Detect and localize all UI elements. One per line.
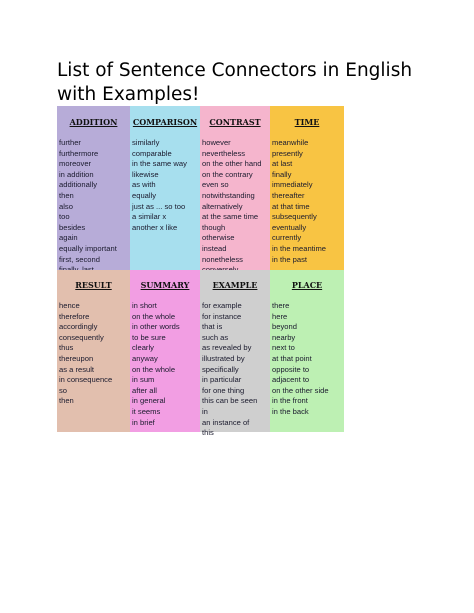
connector-item: after all (132, 385, 157, 395)
connector-item: for instance (202, 311, 242, 321)
connector-list (202, 138, 270, 276)
connector-item: presently (272, 148, 303, 158)
connector-item: in general (132, 396, 166, 406)
connector-item: next to (272, 343, 295, 353)
connector-item: also (59, 201, 73, 211)
connector-item: nearby (272, 332, 296, 342)
connector-item: clearly (132, 343, 154, 353)
category-heading: TIME (294, 117, 320, 127)
connector-item: eventually (272, 222, 307, 232)
connector-item: nonetheless (202, 254, 243, 264)
connector-item: this can be seen (202, 396, 258, 406)
connector-item: as with (132, 180, 156, 190)
connector-item: again (59, 233, 78, 243)
category-cell-time (270, 106, 344, 270)
connector-list (132, 138, 200, 233)
category-heading: SUMMARY (140, 280, 190, 290)
connector-item: too (59, 212, 70, 222)
connector-item: there (272, 301, 290, 310)
connector-item: that is (202, 322, 223, 332)
connector-item: in short (132, 301, 157, 310)
connector-item: equally (132, 190, 157, 200)
connector-item: thus (59, 343, 74, 353)
category-cell-place (270, 270, 344, 432)
connector-item: a similar x (132, 212, 167, 222)
connector-item: so (59, 385, 68, 395)
connector-item: in particular (202, 375, 242, 385)
connector-item: finally (272, 169, 292, 179)
connector-item: at last (272, 159, 293, 169)
connector-item: further (59, 138, 81, 147)
category-cell-summary (130, 270, 200, 432)
connector-item: thereafter (272, 190, 305, 200)
connector-item: comparable (132, 148, 172, 158)
connector-item: here (272, 311, 288, 321)
connector-item: additionally (59, 180, 97, 190)
connector-item: immediately (272, 180, 313, 190)
connector-item: in (202, 406, 208, 416)
connector-item: nevertheless (202, 148, 246, 158)
connector-item: on the other hand (202, 159, 262, 169)
connector-item: on the other side (272, 385, 329, 395)
connector-item: in brief (132, 417, 155, 427)
connector-item: in addition (59, 169, 94, 179)
connectors-chart (57, 106, 344, 438)
connector-item: similarly (132, 138, 160, 147)
category-heading: COMPARISON (132, 117, 198, 127)
connector-item: alternatively (202, 201, 243, 211)
connector-item: then (59, 396, 74, 406)
category-heading: RESULT (75, 280, 112, 290)
connector-list (202, 301, 270, 439)
connector-item: instead (202, 243, 227, 253)
connector-item: moreover (59, 159, 92, 169)
category-cell-example (200, 270, 270, 438)
category-cell-addition (57, 106, 130, 270)
connector-item: specifically (202, 364, 239, 374)
connector-item: adjacent to (272, 375, 310, 385)
connector-item: notwithstanding (202, 190, 255, 200)
connector-item: this (202, 428, 214, 438)
connector-item: equally important (59, 243, 117, 253)
connector-item: in other words (132, 322, 180, 332)
connector-item: in consequence (59, 375, 113, 385)
category-cell-comparison (130, 106, 200, 270)
connector-item: in sum (132, 375, 155, 385)
page-title: List of Sentence Connectors in English with Examples! (57, 60, 413, 105)
category-heading: EXAMPLE (212, 280, 258, 290)
connector-item: for one thing (202, 385, 245, 395)
connector-item: in the same way (132, 159, 187, 169)
connector-list (59, 138, 130, 276)
connector-list (132, 301, 200, 428)
connector-item: opposite to (272, 364, 310, 374)
connector-item: hence (59, 301, 80, 310)
category-heading: ADDITION (69, 117, 118, 127)
connector-item: likewise (132, 169, 159, 179)
connector-item: beyond (272, 322, 297, 332)
connector-item: in the meantime (272, 243, 327, 253)
connector-list (272, 301, 344, 418)
connector-item: to be sure (132, 332, 166, 342)
connector-item: anyway (132, 353, 158, 363)
connector-item: then (59, 190, 74, 200)
connector-item: furthermore (59, 148, 99, 158)
connector-item: on the whole (132, 311, 176, 321)
connector-list (59, 301, 130, 407)
connector-item: accordingly (59, 322, 98, 332)
connector-item: as a result (59, 364, 95, 374)
connector-item: first, second (59, 254, 100, 264)
connector-item: an instance of (202, 417, 250, 427)
category-cell-result (57, 270, 130, 432)
connector-item: on the contrary (202, 169, 253, 179)
connector-item: in the front (272, 396, 308, 406)
connector-item: as revealed by (202, 343, 252, 353)
category-cell-contrast (200, 106, 270, 270)
connector-item: at that time (272, 201, 310, 211)
connector-item: it seems (132, 406, 161, 416)
connector-item: subsequently (272, 212, 317, 222)
connector-item: otherwise (202, 233, 235, 243)
category-heading: CONTRAST (209, 117, 261, 127)
connector-item: therefore (59, 311, 90, 321)
connector-item: thereupon (59, 353, 94, 363)
connector-item: in the back (272, 406, 309, 416)
connector-list (272, 138, 344, 265)
connector-item: on the whole (132, 364, 176, 374)
connector-item: another x like (132, 222, 178, 232)
connector-item: illustrated by (202, 353, 245, 363)
connector-item: even so (202, 180, 229, 190)
category-heading: PLACE (291, 280, 323, 290)
connector-item: just as ... so too (132, 201, 186, 211)
connector-item: however (202, 138, 231, 147)
connector-item: in the past (272, 254, 308, 264)
connector-item: at that point (272, 353, 312, 363)
connector-item: currently (272, 233, 302, 243)
connector-item: for example (202, 301, 242, 310)
connector-item: besides (59, 222, 86, 232)
connector-item: consequently (59, 332, 104, 342)
connector-item: meanwhile (272, 138, 309, 147)
connector-item: at the same time (202, 212, 259, 222)
connector-item: though (202, 222, 226, 232)
connector-item: such as (202, 332, 229, 342)
